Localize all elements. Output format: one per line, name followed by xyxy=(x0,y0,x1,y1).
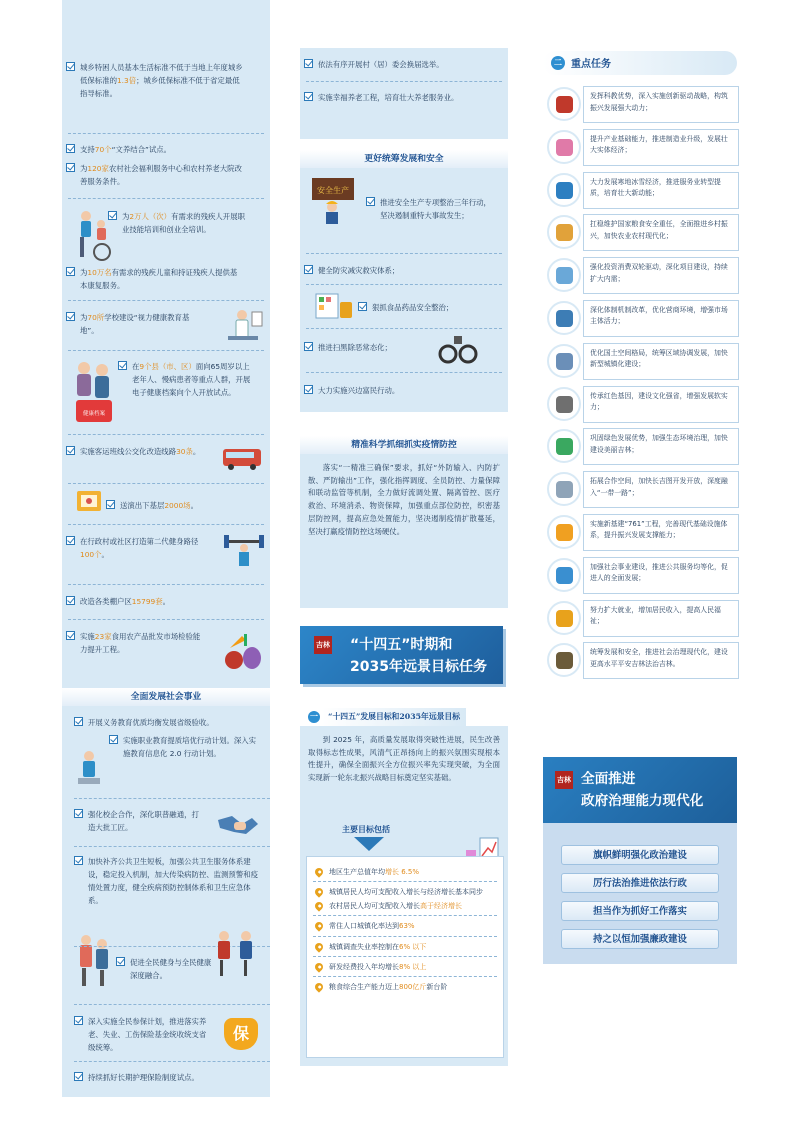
text-run: ；城乡低保标准不低于省定最低指导标准。 xyxy=(80,76,240,98)
goal-item xyxy=(307,867,503,878)
divider xyxy=(313,956,497,957)
location-pin-icon xyxy=(313,900,324,911)
goal-item xyxy=(307,887,503,898)
epidemic-panel xyxy=(300,436,508,608)
highlight-value: 高于经济增长 xyxy=(420,901,462,910)
text-run: 。 xyxy=(190,501,198,510)
text-run: 实施客运班线公交化改造线路 xyxy=(80,447,177,456)
text-run: 改造各类棚户区 xyxy=(80,597,132,606)
wheat-icon xyxy=(547,215,581,249)
list-item xyxy=(102,499,252,512)
list-item: 强化校企合作，深化职普融通，打造大批工匠。 xyxy=(70,808,210,834)
tasks-list xyxy=(543,84,739,683)
checkbox-icon xyxy=(304,385,313,394)
checkbox-icon xyxy=(66,536,75,545)
list-item: 加快补齐公共卫生短板，加强公共卫生服务体系建设，稳定投入机制，加大传染病防控、监测预警和疫情处置力度，健全疾病预防控制体系和卫生应急体系。 xyxy=(70,855,268,907)
train-icon xyxy=(547,472,581,506)
list-item xyxy=(62,311,212,337)
family-illustration xyxy=(74,934,112,992)
checkbox-icon xyxy=(66,62,75,71)
divider xyxy=(313,936,497,937)
highlight-value: 70所 xyxy=(87,313,105,322)
checkbox-icon xyxy=(304,59,313,68)
insurance-shield-icon: 保 xyxy=(224,1018,258,1050)
highlight-value: 8% 以上 xyxy=(399,963,427,972)
text-run: 在 xyxy=(132,362,140,371)
highlight-value: 100个 xyxy=(80,550,102,559)
food-drug-illustration xyxy=(314,288,354,322)
text-run: 地区生产总值年均 xyxy=(329,868,385,876)
books-icon xyxy=(547,87,581,121)
goal-panel xyxy=(300,726,508,1066)
eye-doctor-illustration xyxy=(222,308,264,346)
checkbox-icon xyxy=(74,1016,83,1025)
safety-board-text: 安全生产 xyxy=(317,186,349,195)
handshake-illustration xyxy=(216,812,260,838)
location-pin-icon xyxy=(313,941,324,952)
checkbox-icon xyxy=(108,211,117,220)
highlight-value: 增长 6.5% xyxy=(385,868,420,876)
text-run: 送演出下基层 xyxy=(120,501,165,510)
highlight-value: 2000场 xyxy=(164,501,191,510)
highlight-value: 15799套 xyxy=(131,597,163,606)
goal-item xyxy=(307,982,503,993)
list-item xyxy=(62,61,252,100)
list-item xyxy=(62,535,212,561)
bus-illustration xyxy=(222,447,262,471)
task-item xyxy=(543,84,739,127)
task-item xyxy=(543,598,739,641)
divider xyxy=(306,372,502,373)
factory-icon xyxy=(547,130,581,164)
city-map-icon xyxy=(547,344,581,378)
list-item xyxy=(114,360,264,399)
list-item: 促进全民健身与全民健康深度融合。 xyxy=(112,956,222,982)
vegetables-illustration xyxy=(222,630,264,672)
list-item: 推进扫黑除恶常态化； xyxy=(300,341,440,354)
safety-panel xyxy=(300,150,508,412)
list-item: 大力实施兴边富民行动。 xyxy=(300,384,500,397)
highlight-value: 2万人（次） xyxy=(129,212,172,221)
location-pin-icon xyxy=(313,982,324,993)
text-run: 在行政村或社区打造第二代健身路径 xyxy=(80,537,199,546)
task-item xyxy=(543,212,739,255)
task-item xyxy=(543,384,739,427)
text-run: 为 xyxy=(122,212,130,221)
checkbox-icon xyxy=(74,717,83,726)
text-run: “文养结合”试点。 xyxy=(111,145,171,154)
text-run: 常住人口城镇化率达到 xyxy=(329,922,399,931)
text-run: 面向65周岁以上老年人、慢病患者等重点人群，开展电子健康档案向个人开放试点。 xyxy=(132,362,251,397)
list-item: 深入实施全民参保计划，推进落实养老、失业、工伤保险基金统收统支省级统筹。 xyxy=(70,1015,220,1054)
task-item xyxy=(543,640,739,683)
divider xyxy=(74,798,270,799)
task-item xyxy=(543,555,739,598)
skier-icon xyxy=(547,173,581,207)
safety-worker-illustration xyxy=(308,174,358,226)
task-text: 大力发展寒地冰雪经济，推进服务业转型提质，培育壮大新动能； xyxy=(583,172,739,209)
divider xyxy=(68,483,264,484)
tasks-number-badge: 二 xyxy=(551,56,565,70)
checkbox-icon xyxy=(304,342,313,351)
divider xyxy=(68,619,264,620)
text-run: 食用农产品批发市场检验能力提升工程。 xyxy=(80,632,201,654)
task-item xyxy=(543,298,739,341)
checkbox-icon xyxy=(66,446,75,455)
task-text: 加强社会事业建设，推进公共服务均等化，促进人的全面发展； xyxy=(583,557,739,594)
social-section-title: 全面发展社会事业 xyxy=(62,688,270,706)
divider xyxy=(68,198,264,199)
divider xyxy=(68,434,264,435)
goal-paragraph: 到 2025 年，高质量发展取得突破性进展，民生改善取得标志性成果，风清气正昂扬向上的振兴氛围实现根本性提升，确保全面振兴全方位振兴率先实现突破，为全面实现新一轮东北振兴战略目标奠定坚实基础。 xyxy=(308,735,500,783)
goal-title-bar xyxy=(300,708,508,726)
task-text: 巩固绿色发展优势，加强生态环境治理，加快建设美丽吉林； xyxy=(583,428,739,465)
shopping-bag-icon xyxy=(547,258,581,292)
location-pin-icon xyxy=(313,921,324,932)
text-run: 为 xyxy=(80,313,88,322)
task-text: 优化国土空间格局，统筹区域协调发展，加快新型城镇化建设； xyxy=(583,343,739,380)
list-item xyxy=(62,630,212,656)
task-text: 发挥科教优势，深入实施创新驱动战略，构筑振兴发展强大动力； xyxy=(583,86,739,123)
goal-item xyxy=(307,942,503,953)
divider xyxy=(74,1061,270,1062)
divider xyxy=(68,300,264,301)
text-run: 为 xyxy=(80,164,88,173)
governance-item-work: 担当作为抓好工作落实 xyxy=(561,901,719,921)
people-icon xyxy=(547,558,581,592)
divider xyxy=(306,284,502,285)
highlight-value: 63% xyxy=(399,922,415,931)
divider xyxy=(68,350,264,351)
checkbox-icon xyxy=(118,361,127,370)
goal-item xyxy=(307,901,503,912)
task-text: 深化体制机制改革，优化营商环境，增强市场主体活力； xyxy=(583,300,739,337)
list-item: 狠抓食品药品安全整治； xyxy=(354,301,504,314)
text-run: 城镇调查失业率控制在 xyxy=(329,942,399,951)
divider xyxy=(68,584,264,585)
task-item xyxy=(543,255,739,298)
checkbox-icon xyxy=(304,92,313,101)
money-hand-icon xyxy=(547,601,581,635)
list-item xyxy=(62,445,212,458)
highlight-value: 800亿斤 xyxy=(399,983,427,992)
health-record-sign: 健康档案 xyxy=(82,411,106,417)
jilin-badge: 吉林 xyxy=(555,771,573,789)
highlight-value: 9个县（市、区） xyxy=(139,362,196,371)
elderly-couple-illustration xyxy=(70,360,116,426)
checkbox-icon xyxy=(66,267,75,276)
tasks-title-bar xyxy=(543,51,737,75)
list-item xyxy=(62,162,252,188)
task-text: 提升产业基础能力，推进制造业升级，发展壮大实体经济； xyxy=(583,129,739,166)
divider xyxy=(306,81,502,82)
checkbox-icon xyxy=(109,735,118,744)
task-item xyxy=(543,170,739,213)
checkbox-icon xyxy=(304,265,313,274)
task-text: 强化投资消费双轮驱动，深化项目建设，持续扩大内需； xyxy=(583,257,739,294)
student-illustration xyxy=(74,750,104,790)
text-run: 支持 xyxy=(80,145,95,154)
text-run: 有需求的残疾人开展职业技能培训和创业全培训。 xyxy=(122,212,245,234)
goal-item xyxy=(307,921,503,932)
goal-item xyxy=(307,962,503,973)
divider xyxy=(68,133,264,134)
film-icon xyxy=(547,387,581,421)
epidemic-paragraph: 落实“一精准三确保”要求，抓好“外防输入、内防扩散、严防输出”工作，强化指挥调度、全员防控、力量保障和联动监管等机制，全力做好流调处置、隔离管控、医疗救治、环境消杀、物资保障，加强重点部位防控，织密基层防控网，提高应急处置能力，坚决遏制疫情扩散蔓延，坚决打赢疫情防控这场硬仗。 xyxy=(308,463,500,536)
task-text: 拓展合作空间，加快长吉图开发开放，深度融入“一带一路”； xyxy=(583,471,739,508)
highlight-value: 30条 xyxy=(176,447,193,456)
checkbox-icon xyxy=(366,197,375,206)
checkbox-icon xyxy=(66,144,75,153)
task-item xyxy=(543,512,739,555)
list-item xyxy=(62,143,252,156)
list-item: 推进安全生产专项整治三年行动，坚决遏制重特大事故发生； xyxy=(362,196,506,222)
list-item: 依法有序开展村（居）委会换届选举。 xyxy=(300,58,500,71)
divider xyxy=(68,524,264,525)
governance-item-law: 厉行法治推进依法行政 xyxy=(561,873,719,893)
highlight-value: 1.3倍 xyxy=(116,76,137,85)
checkbox-icon xyxy=(358,302,367,311)
highlight-value: 70个 xyxy=(94,145,112,154)
goals-box xyxy=(306,856,504,1058)
highlight-value: 6% 以下 xyxy=(399,942,427,951)
list-item: 持续抓好长期护理保险制度试点。 xyxy=(70,1071,268,1084)
checkbox-icon xyxy=(66,163,75,172)
checkbox-icon xyxy=(74,809,83,818)
governance-panel xyxy=(543,757,737,964)
epidemic-section-title: 精准科学抓细抓实疫情防控 xyxy=(300,436,508,454)
text-run: 农村社会福利服务中心和农村养老大院改善服务条件。 xyxy=(80,164,242,186)
checkbox-icon xyxy=(74,1072,83,1081)
list-item: 实施幸福养老工程，培育壮大养老服务业。 xyxy=(300,91,500,104)
text-run: 粮食综合生产能力迈上 xyxy=(329,983,399,992)
list-item xyxy=(104,210,254,236)
divider xyxy=(306,328,502,329)
plan-banner xyxy=(300,626,503,684)
goal-section-title: “十四五”发展目标和2035年远景目标 xyxy=(322,708,466,726)
goal-number-badge: 一 xyxy=(310,712,318,721)
weightlifter-illustration xyxy=(224,532,264,574)
task-item xyxy=(543,127,739,170)
arrow-down-icon xyxy=(354,837,384,851)
jilin-badge: 吉林 xyxy=(314,636,332,654)
location-pin-icon xyxy=(313,866,324,877)
highlight-value: 120家 xyxy=(87,164,109,173)
highlight-value: 23家 xyxy=(94,632,112,641)
text-run: 农村居民人均可支配收入增长 xyxy=(329,901,420,910)
safety-section-title: 更好统筹发展和安全 xyxy=(300,150,508,168)
list-item: 健全防灾减灾救灾体系； xyxy=(300,264,500,277)
handcuffs-illustration xyxy=(438,332,478,366)
text-run: 。 xyxy=(162,597,171,606)
location-pin-icon xyxy=(313,887,324,898)
task-text: 努力扩大就业，增加居民收入，提高人民福祉； xyxy=(583,600,739,637)
task-item xyxy=(543,341,739,384)
highlight-value: 10万名 xyxy=(87,268,112,277)
checkbox-icon xyxy=(66,596,75,605)
village-panel xyxy=(300,48,508,139)
governance-item-integrity: 持之以恒加强廉政建设 xyxy=(561,929,719,949)
governance-title-line1: 全面推进 xyxy=(581,771,636,787)
divider xyxy=(313,976,497,977)
banner-line2: 2035年远景目标任务 xyxy=(350,659,487,675)
task-text: 扛稳维护国家粮食安全重任，全面推进乡村振兴，加快农业农村现代化； xyxy=(583,214,739,251)
list-item: 实施职业教育提质培优行动计划。深入实施教育信息化 2.0 行动计划。 xyxy=(105,734,265,760)
text-run: 学校建设“视力健康教育基地”。 xyxy=(80,313,190,335)
divider xyxy=(313,881,497,882)
divider xyxy=(74,846,270,847)
tasks-title: 重点任务 xyxy=(571,59,611,70)
text-run: 。 xyxy=(101,550,109,559)
construction-icon xyxy=(547,515,581,549)
checkbox-icon xyxy=(66,631,75,640)
text-run: 有需求的残疾儿童和持证残疾人提供基本康复服务。 xyxy=(80,268,238,290)
text-run: 城乡特困人员基本生活标准不低于当地上年度城乡低保标准的 xyxy=(80,63,243,85)
divider xyxy=(313,915,497,916)
gavel-icon xyxy=(547,643,581,677)
text-run: 。 xyxy=(192,447,201,456)
checkbox-icon xyxy=(74,856,83,865)
buildings-icon xyxy=(547,301,581,335)
text-run: 研发经费投入年均增长 xyxy=(329,963,399,972)
list-item xyxy=(62,595,252,608)
earth-icon xyxy=(547,429,581,463)
list-item xyxy=(62,266,252,292)
task-text: 实施新基建“761”工程，完善现代基础设施体系，提升振兴发展支撑能力； xyxy=(583,514,739,551)
governance-item-politics: 旗帜鲜明强化政治建设 xyxy=(561,845,719,865)
text-run: 实施 xyxy=(80,632,95,641)
main-goals-label: 主要目标包括 xyxy=(342,825,390,834)
stage-illustration xyxy=(76,489,102,513)
checkbox-icon xyxy=(116,957,125,966)
governance-title-line2: 政府治理能力现代化 xyxy=(581,793,704,809)
task-text: 统筹发展和安全，推进社会治理现代化，建设更高水平平安吉林法治吉林。 xyxy=(583,642,739,679)
checkbox-icon xyxy=(106,500,115,509)
location-pin-icon xyxy=(313,961,324,972)
governance-header xyxy=(543,757,737,823)
text-run: 新台阶 xyxy=(426,983,448,992)
divider xyxy=(74,1004,270,1005)
divider xyxy=(306,253,502,254)
text-run: 城镇居民人均可支配收入增长与经济增长基本同步 xyxy=(329,888,483,897)
task-item xyxy=(543,426,739,469)
banner-line1: “十四五”时期和 xyxy=(350,637,453,653)
task-item xyxy=(543,469,739,512)
task-text: 传承红色基因，建设文化强省，增强发展软实力； xyxy=(583,386,739,423)
text-run: 为 xyxy=(80,268,88,277)
checkbox-icon xyxy=(66,312,75,321)
list-item: 开展义务教育优质均衡发展省级验收。 xyxy=(70,716,268,729)
